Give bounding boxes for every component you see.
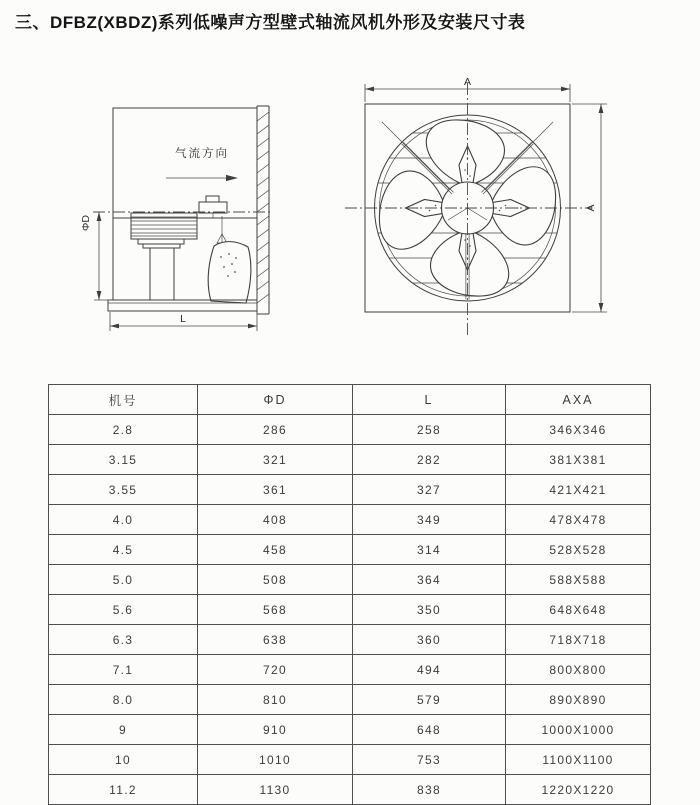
table-cell: 800X800 bbox=[506, 655, 651, 685]
wall-hatch bbox=[257, 106, 269, 314]
table-cell: 349 bbox=[353, 505, 506, 535]
table-cell: 528X528 bbox=[506, 535, 651, 565]
table-cell: 3.15 bbox=[49, 445, 198, 475]
table-header-cell: L bbox=[353, 385, 506, 415]
side-view-drawing bbox=[80, 106, 272, 331]
dim-l bbox=[110, 312, 257, 331]
table-cell: 494 bbox=[353, 655, 506, 685]
table-row bbox=[49, 445, 651, 475]
dim-phi-d-label: ΦD bbox=[80, 215, 92, 231]
table-cell: 5.6 bbox=[49, 595, 198, 625]
dim-l-label: L bbox=[180, 313, 186, 325]
table-row bbox=[49, 655, 651, 685]
dim-phi-d bbox=[80, 212, 113, 300]
table-cell: 286 bbox=[198, 415, 353, 445]
table-header-row bbox=[49, 385, 651, 415]
table-row bbox=[49, 505, 651, 535]
table-cell: 5.0 bbox=[49, 565, 198, 595]
airflow-direction-label: 气流方向 bbox=[175, 148, 229, 160]
table-cell: 588X588 bbox=[506, 565, 651, 595]
table-cell: 9 bbox=[49, 715, 198, 745]
table-row bbox=[49, 415, 651, 445]
table-cell: 718X718 bbox=[506, 625, 651, 655]
table-cell: 421X421 bbox=[506, 475, 651, 505]
table-cell: 910 bbox=[198, 715, 353, 745]
table-cell: 258 bbox=[353, 415, 506, 445]
table-cell: 3.55 bbox=[49, 475, 198, 505]
table-cell: 579 bbox=[353, 685, 506, 715]
technical-drawings bbox=[0, 50, 700, 385]
table-row bbox=[49, 775, 651, 805]
dim-a-right bbox=[572, 104, 607, 312]
table-cell: 1010 bbox=[198, 745, 353, 775]
shaft-assembly bbox=[199, 196, 227, 218]
table-cell: 282 bbox=[353, 445, 506, 475]
table-cell: 321 bbox=[198, 445, 353, 475]
table-cell: 478X478 bbox=[506, 505, 651, 535]
table-row bbox=[49, 625, 651, 655]
table-cell: 568 bbox=[198, 595, 353, 625]
table-cell: 7.1 bbox=[49, 655, 198, 685]
dim-a-right-label: A bbox=[585, 204, 597, 212]
page-title: 三、DFBZ(XBDZ)系列低噪声方型壁式轴流风机外形及安装尺寸表 bbox=[15, 13, 526, 32]
table-cell: 408 bbox=[198, 505, 353, 535]
table-cell: 346X346 bbox=[506, 415, 651, 445]
table-cell: 2.8 bbox=[49, 415, 198, 445]
table-row bbox=[49, 595, 651, 625]
table-cell: 10 bbox=[49, 745, 198, 775]
table-row bbox=[49, 565, 651, 595]
table-cell: 327 bbox=[353, 475, 506, 505]
table-cell: 720 bbox=[198, 655, 353, 685]
table-cell: 360 bbox=[353, 625, 506, 655]
motor-support bbox=[150, 248, 174, 300]
table-cell: 458 bbox=[198, 535, 353, 565]
table-header-cell: 机号 bbox=[49, 385, 198, 415]
table-row bbox=[49, 715, 651, 745]
dimension-table bbox=[48, 384, 651, 805]
table-cell: 314 bbox=[353, 535, 506, 565]
table-row bbox=[49, 535, 651, 565]
table-header-cell: ΦD bbox=[198, 385, 353, 415]
table-row bbox=[49, 685, 651, 715]
table-cell: 648 bbox=[353, 715, 506, 745]
table-cell: 838 bbox=[353, 775, 506, 805]
dim-a-top-label: A bbox=[463, 76, 472, 88]
table-cell: 8.0 bbox=[49, 685, 198, 715]
table-cell: 4.0 bbox=[49, 505, 198, 535]
table-cell: 1100X1100 bbox=[506, 745, 651, 775]
table-cell: 361 bbox=[198, 475, 353, 505]
table-cell: 1220X1220 bbox=[506, 775, 651, 805]
table-cell: 381X381 bbox=[506, 445, 651, 475]
table-cell: 4.5 bbox=[49, 535, 198, 565]
fan-housing bbox=[113, 108, 257, 218]
table-cell: 648X648 bbox=[506, 595, 651, 625]
fan-blade-side bbox=[208, 216, 251, 303]
table-cell: 1000X1000 bbox=[506, 715, 651, 745]
table-cell: 350 bbox=[353, 595, 506, 625]
table-header-cell: AXA bbox=[506, 385, 651, 415]
table-row bbox=[49, 745, 651, 775]
airflow-arrow-icon bbox=[166, 175, 238, 181]
front-view-drawing bbox=[345, 76, 607, 336]
table-cell: 810 bbox=[198, 685, 353, 715]
table-body bbox=[49, 415, 651, 805]
table-cell: 753 bbox=[353, 745, 506, 775]
table-cell: 364 bbox=[353, 565, 506, 595]
table-cell: 638 bbox=[198, 625, 353, 655]
table-cell: 508 bbox=[198, 565, 353, 595]
table-row bbox=[49, 475, 651, 505]
table-cell: 11.2 bbox=[49, 775, 198, 805]
table-cell: 1130 bbox=[198, 775, 353, 805]
table-cell: 6.3 bbox=[49, 625, 198, 655]
table-cell: 890X890 bbox=[506, 685, 651, 715]
